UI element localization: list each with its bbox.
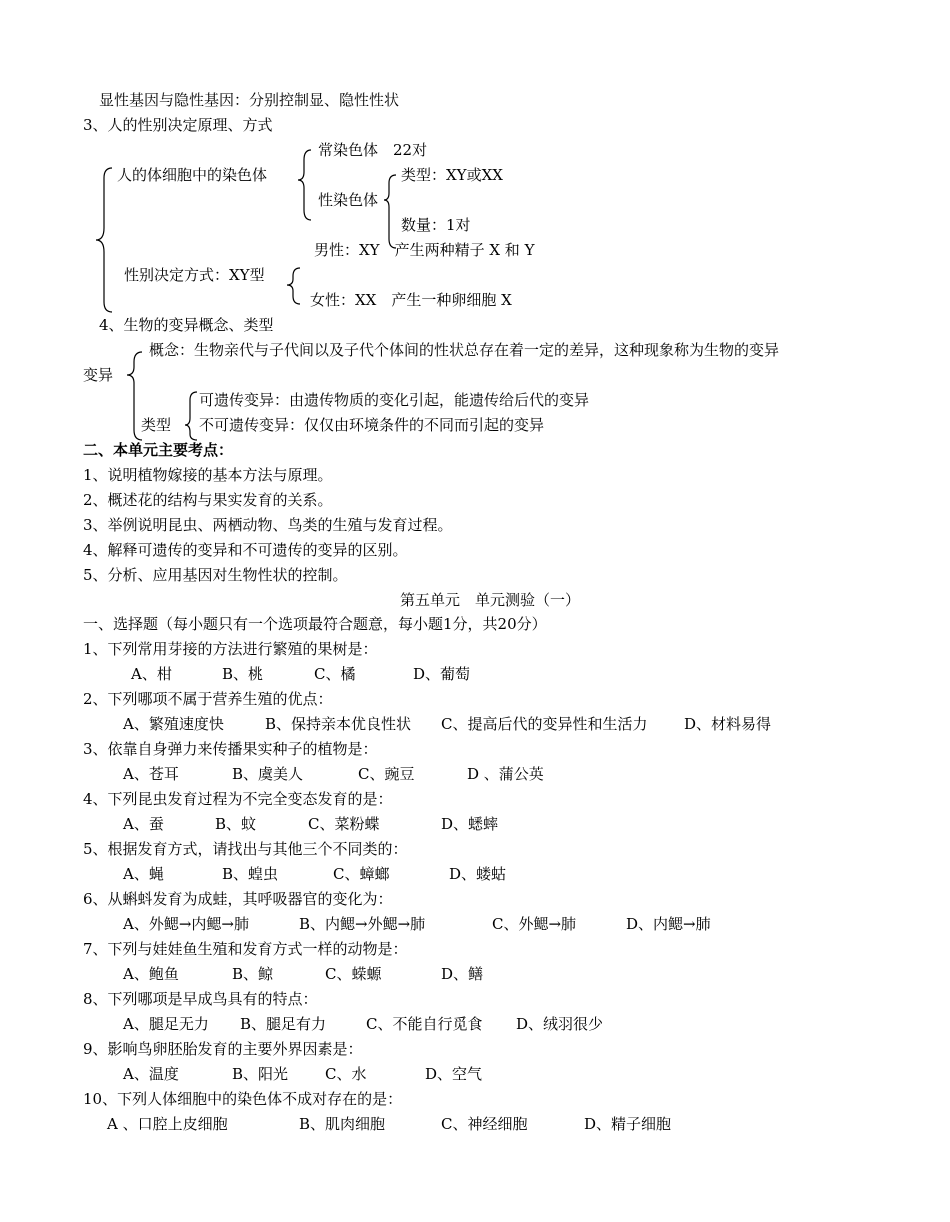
sex-chromosome-label: 性染色体 [318,191,379,209]
variation-types-label: 类型 [141,416,172,434]
question-10: 10、下列人体细胞中的染色体不成对存在的是： [83,1090,403,1108]
brace-variation-types [185,392,197,440]
quiz-section-heading: 一、选择题（每小题只有一个选项最符合题意，每小题1分，共20分） [83,615,547,633]
option-c: C、蟑螂 [333,865,390,883]
variation-concept: 概念：生物亲代与子代间以及子代个体间的性状总存在着一定的差异，这种现象称为生物的变异 [149,341,780,359]
question-6: 6、从蝌蚪发育为成蛙，其呼吸器官的变化为： [83,890,393,908]
option-a: A、蚕 [123,815,164,833]
question-1: 1、下列常用芽接的方法进行繁殖的果树是： [83,640,378,658]
option-d: D、葡萄 [413,665,471,683]
chromosome-root-label: 人的体细胞中的染色体 [117,166,268,184]
variation-label: 变异 [83,366,114,384]
key-point-item: 2、概述花的结构与果实发育的关系。 [83,491,333,509]
section-4-title: 4、生物的变异概念、类型 [99,316,274,334]
sex-determination-method: 性别决定方式：XY型 [124,266,265,284]
question-7: 7、下列与娃娃鱼生殖和发育方式一样的动物是： [83,940,408,958]
question-5: 5、根据发育方式，请找出与其他三个不同类的： [83,840,408,858]
male-line: 男性：XY 产生两种精子 X 和 Y [314,241,535,259]
option-b: B、蝗虫 [222,865,279,883]
key-points-heading: 二、本单元主要考点： [83,441,234,459]
option-b: B、腿足有力 [240,1015,327,1033]
option-c: C、豌豆 [358,765,415,783]
option-a: A、外鳃→内鳃→肺 [123,915,249,933]
sex-chromosome-count: 数量：1对 [401,216,471,234]
section-3-title: 3、人的性别决定原理、方式 [83,116,273,134]
option-d: D、精子细胞 [584,1115,672,1133]
option-c: C、菜粉蝶 [308,815,380,833]
question-3: 3、依靠自身弹力来传播果实种子的植物是： [83,740,378,758]
option-b: B、蚊 [215,815,257,833]
option-b: B、虞美人 [232,765,304,783]
key-point-item: 3、举例说明昆虫、两栖动物、鸟类的生殖与发育过程。 [83,516,453,534]
sex-chromosome-type: 类型：XY或XX [401,166,503,184]
quiz-title: 第五单元 单元测验（一） [400,591,581,609]
option-d: D、蝼蛄 [449,865,507,883]
heritable-variation: 可遗传变异：由遗传物质的变化引起，能遗传给后代的变异 [199,391,590,409]
option-b: B、肌肉细胞 [299,1115,386,1133]
key-point-item: 5、分析、应用基因对生物性状的控制。 [83,566,348,584]
question-8: 8、下列哪项是早成鸟具有的特点： [83,990,318,1008]
option-d: D、材料易得 [684,715,772,733]
key-point-item: 1、说明植物嫁接的基本方法与原理。 [83,466,333,484]
option-d: D、鳝 [441,965,484,983]
option-a: A 、口腔上皮细胞 [107,1115,228,1133]
option-c: C、水 [325,1065,367,1083]
option-d: D、蟋蟀 [441,815,499,833]
brace-sex-determination [287,268,300,304]
option-d: D、绒羽很少 [516,1015,604,1033]
option-b: B、保持亲本优良性状 [265,715,412,733]
option-d: D、空气 [425,1065,483,1083]
option-c: C、橘 [314,665,356,683]
option-a: A、繁殖速度快 [123,715,224,733]
question-2: 2、下列哪项不属于营养生殖的优点： [83,690,333,708]
brace-chromosomes-root [96,168,112,312]
option-c: C、外鳃→肺 [492,915,577,933]
female-line: 女性：XX 产生一种卵细胞 X [310,291,512,309]
option-a: A、鲍鱼 [123,965,179,983]
option-d: D、内鳃→肺 [626,915,711,933]
option-a: A、苍耳 [123,765,179,783]
brace-chromosome-kinds [298,150,311,220]
nonheritable-variation: 不可遗传变异：仅仅由环境条件的不同而引起的变异 [199,416,545,434]
option-a: A、腿足无力 [123,1015,209,1033]
option-b: B、鲸 [232,965,274,983]
option-a: A、柑 [131,665,172,683]
option-a: A、蝇 [123,865,164,883]
brace-variation [127,352,142,440]
question-9: 9、影响鸟卵胚胎发育的主要外界因素是： [83,1040,363,1058]
question-4: 4、下列昆虫发育过程为不完全变态发育的是： [83,790,393,808]
option-b: B、阳光 [232,1065,289,1083]
option-c: C、神经细胞 [441,1115,528,1133]
brace-sex-chromosome [384,175,396,248]
option-d: D 、蒲公英 [467,765,544,783]
dominant-recessive-line: 显性基因与隐性基因：分别控制显、隐性性状 [99,91,400,109]
autosome-label: 常染色体 22对 [318,141,428,159]
option-b: B、内鳃→外鳃→肺 [299,915,426,933]
option-a: A、温度 [123,1065,179,1083]
option-c: C、提高后代的变异性和生活力 [441,715,648,733]
key-point-item: 4、解释可遗传的变异和不可遗传的变异的区别。 [83,541,408,559]
option-c: C、蝾螈 [325,965,382,983]
option-c: C、不能自行觅食 [366,1015,483,1033]
option-b: B、桃 [222,665,264,683]
